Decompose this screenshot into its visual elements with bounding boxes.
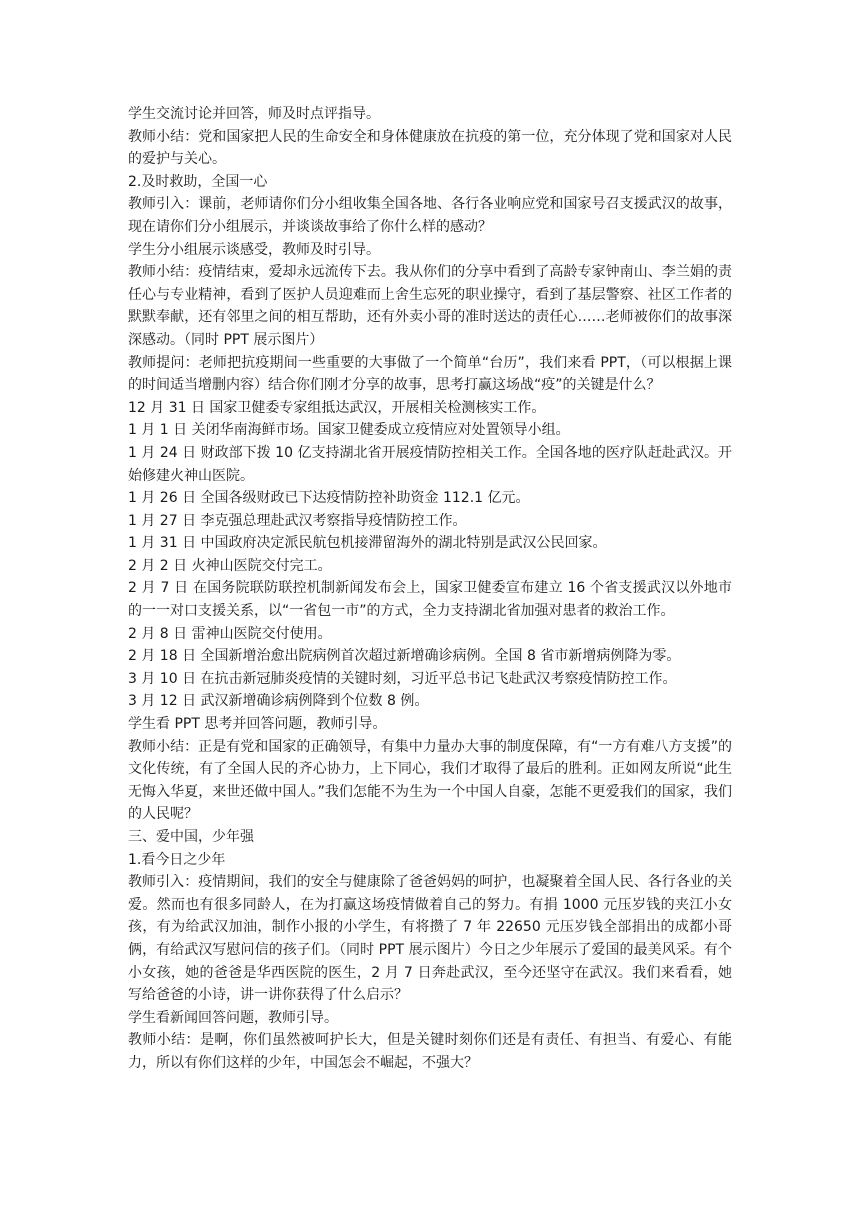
paragraph-teacher-summary-4: 教师小结：是啊，你们虽然被呵护长大，但是关键时刻你们还是有责任、有担当、有爱心、有能力，所以有你们这样的少年，中国怎会不崛起，不强大？ — [128, 1032, 732, 1071]
timeline-item: 1 月 27 日 李克强总理赴武汉考察指导疫情防控工作。 — [128, 512, 467, 529]
paragraph-teacher-intro-1: 教师引入：课前，老师请你们分小组收集全国各地、各行各业响应党和国家号召支援武汉的故事，现在请你们分小组展示，并谈谈故事给了你什么样的感动？ — [128, 196, 732, 235]
timeline-item: 3 月 12 日 武汉新增确诊病例降到个位数 8 例。 — [128, 693, 429, 710]
timeline-item: 2 月 7 日 在国务院联防联控机制新闻发布会上，国家卫健委宣布建立 16 个省支援武汉以外地市的一一对口支援关系，以“一省包一市”的方式，全力支持湖北省加强对患者的救治工作。 — [128, 580, 732, 620]
timeline-item: 1 月 26 日 全国各级财政已下达疫情防控补助资金 112.1 亿元。 — [128, 490, 530, 507]
timeline-item: 12 月 31 日 国家卫健委专家组抵达武汉，开展相关检测核实工作。 — [128, 399, 546, 416]
subsection-heading-youth: 1.看今日之少年 — [128, 851, 226, 868]
timeline-item: 2 月 8 日 雷神山医院交付使用。 — [128, 625, 332, 642]
paragraph-teacher-summary-2: 教师小结：疫情结束，爱却永远流传下去。我从你们的分享中看到了高龄专家钟南山、李兰娟的责任心与专业精神，看到了医护人员迎难而上舍生忘死的职业操守，看到了基层警察、社区工作者的默默奉献，还有邻里之间的相互帮助，还有外卖小哥的准时送达的责任心……老师被你们的故事深深感动。（同时 PPT 展示图片） — [128, 264, 732, 348]
timeline-item: 1 月 31 日 中国政府决定派民航包机接滞留海外的湖北特别是武汉公民回家。 — [128, 535, 607, 552]
paragraph-teacher-intro-2: 教师引入：疫情期间，我们的安全与健康除了爸爸妈妈的呵护，也凝聚着全国人民、各行各业的关爱。然而也有很多同龄人，在为打赢这场疫情做着自己的努力。有捐 1000 元压岁钱的夹江小女孩，有为给武汉加油，制作小报的小学生，有将攒了 7 年 22650 元压岁钱全部捐出的成都小哥俩，有给武汉写慰问信的孩子们。（同时 PPT 展示图片）今日之少年展示了爱国的最美风采。有个小女孩，她的爸爸是华西医院的医生，2 月 7 日奔赴武汉，至今还坚守在武汉。我们来看看，她写给爸爸的小诗，讲一讲你获得了什么启示？ — [128, 874, 732, 1004]
section-heading-love-china: 三、爱中国，少年强 — [128, 829, 254, 845]
paragraph-teacher-summary-1: 教师小结：党和国家把人民的生命安全和身体健康放在抗疫的第一位，充分体现了党和国家对人民的爱护与关心。 — [128, 128, 732, 168]
document-body — [128, 103, 732, 1075]
timeline-item: 2 月 2 日 火神山医院交付完工。 — [128, 557, 332, 574]
paragraph-student-discussion: 学生交流讨论并回答，师及时点评指导。 — [128, 106, 380, 122]
section-heading-rescue: 2.及时救助，全国一心 — [128, 173, 268, 190]
timeline-item: 2 月 18 日 全国新增治愈出院病例首次超过新增确诊病例。全国 8 省市新增病例降为零。 — [128, 648, 681, 665]
paragraph-teacher-summary-3: 教师小结：正是有党和国家的正确领导，有集中力量办大事的制度保障，有“一方有难八方支援”的文化传统，有了全国人民的齐心协力，上下同心，我们才取得了最后的胜利。正如网友所说“此生无悔入华夏，来世还做中国人。”我们怎能不为生为一个中国人自豪，怎能不更爱我们的国家，我们的人民呢？ — [128, 738, 732, 823]
timeline-item: 1 月 1 日 关闭华南海鲜市场。国家卫健委成立疫情应对处置领导小组。 — [128, 422, 570, 439]
paragraph-teacher-question: 教师提问：老师把抗疫期间一些重要的大事做了一个简单“台历”，我们来看 PPT，（可以根据上课的时间适当增删内容）结合你们刚才分享的故事，思考打赢这场战“疫”的关键是什么？ — [128, 354, 732, 394]
timeline-item: 3 月 10 日 在抗击新冠肺炎疫情的关键时刻，习近平总书记飞赴武汉考察疫情防控工作。 — [128, 670, 677, 687]
paragraph-student-groups: 学生分小组展示谈感受，教师及时引导。 — [128, 241, 380, 258]
paragraph-student-ppt: 学生看 PPT 思考并回答问题，教师引导。 — [128, 716, 387, 733]
timeline-item: 1 月 24 日 财政部下拨 10 亿支持湖北省开展疫情防控相关工作。全国各地的医疗队赶赴武汉。开始修建火神山医院。 — [128, 444, 732, 484]
paragraph-student-news: 学生看新闻回答问题，教师引导。 — [128, 1009, 338, 1026]
